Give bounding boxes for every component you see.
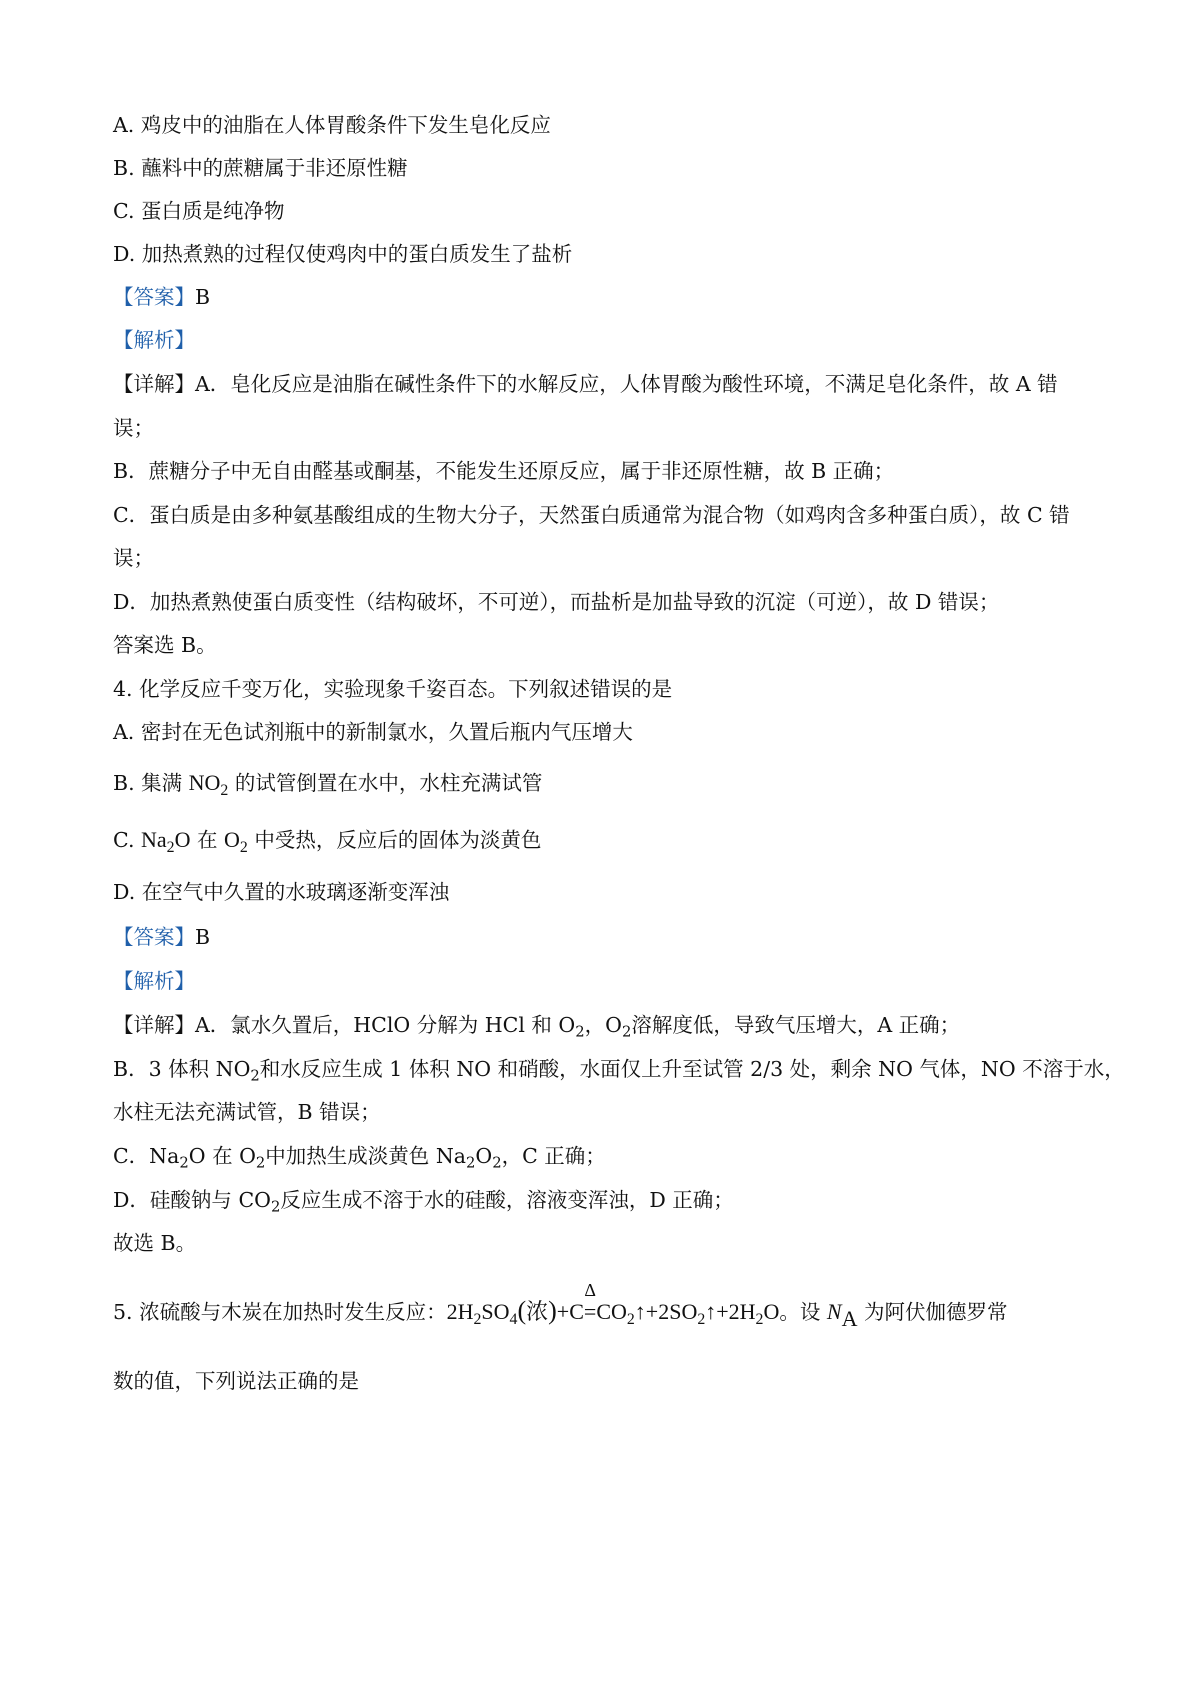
q3-detail-a-line2: 误；	[113, 416, 154, 440]
q4-answer	[113, 922, 210, 952]
q4-analysis-tag: 【解析】	[113, 969, 195, 993]
option-text: C.	[113, 828, 141, 852]
q4-detail-b-line1	[113, 1054, 1125, 1084]
answer-tag: 【答案】	[113, 285, 195, 309]
q3-analysis-tag: 【解析】	[113, 328, 195, 352]
detail-text: A．氯水久置后，HClO 分解为 HCl 和 O	[195, 1013, 576, 1037]
option-text: 在	[190, 828, 225, 852]
option-text: 的试管倒置在水中，水柱充满试管	[228, 771, 543, 795]
q4-option-d: D. 在空气中久置的水玻璃逐渐变浑浊	[113, 880, 450, 904]
detail-text: O 在 O	[188, 1144, 256, 1168]
q3-detail-b: B．蔗糖分子中无自由醛基或酮基，不能发生还原反应，属于非还原性糖，故 B 正确；	[113, 459, 895, 483]
formula	[141, 827, 191, 857]
subscript: 2	[255, 1154, 266, 1172]
subscript: A	[841, 1306, 858, 1332]
detail-text: ，O	[584, 1013, 622, 1037]
formula-text: O	[174, 827, 191, 852]
answer-value: B	[195, 285, 211, 309]
formula	[188, 770, 229, 800]
gas-arrow: ↑	[705, 1299, 717, 1324]
subscript: 2	[270, 1198, 281, 1216]
q3-detail-c-line2: 误；	[113, 546, 154, 570]
q3-option-c: C. 蛋白质是纯净物	[113, 199, 285, 223]
q4-stem: 4. 化学反应千变万化，实验现象千姿百态。下列叙述错误的是	[113, 677, 673, 701]
delta-symbol: Δ	[584, 1280, 596, 1300]
eq-text: +2H	[716, 1299, 756, 1324]
q3-detail-d: D．加热煮熟使蛋白质变性（结构破坏，不可逆），而盐析是加盐导致的沉淀（可逆），故 D 错误；	[113, 590, 1000, 614]
stem-text: 。设	[779, 1300, 827, 1324]
formula-text: NO	[188, 770, 221, 795]
option-text: B. 集满	[113, 771, 189, 795]
formula-text: O	[224, 827, 240, 852]
subscript: 2	[697, 1311, 706, 1329]
detail-text: B．3 体积 NO	[113, 1057, 251, 1081]
q3-detail-c-line1: C．蛋白质是由多种氨基酸组成的生物大分子，天然蛋白质通常为混合物（如鸡肉含多种蛋白质），故 C 错	[113, 503, 1070, 527]
detail-text: ，C 正确；	[501, 1144, 606, 1168]
detail-text: 溶解度低，导致气压增大，A 正确；	[631, 1013, 961, 1037]
eq-text: CO	[596, 1299, 627, 1324]
q4-detail-d	[113, 1185, 734, 1215]
subscript: 2	[621, 1023, 632, 1041]
subscript: 2	[465, 1154, 476, 1172]
paren-close: )	[548, 1296, 557, 1325]
formula-text: Na	[141, 827, 167, 852]
detail-tag: 【详解】	[113, 372, 195, 396]
detail-text: O	[475, 1144, 493, 1168]
eq-text: +2SO	[645, 1299, 698, 1324]
gas-arrow: ↑	[634, 1299, 646, 1324]
detail-text: 反应生成不溶于水的硅酸，溶液变浑浊，D 正确；	[280, 1188, 734, 1212]
eq-text: SO	[481, 1299, 510, 1324]
subscript: 2	[239, 839, 248, 857]
q5-stem-line2: 数的值，下列说法正确的是	[113, 1369, 359, 1393]
avogadro-symbol: N	[826, 1299, 842, 1324]
detail-tag: 【详解】	[113, 1013, 195, 1037]
eq-text: +C	[556, 1299, 584, 1324]
q3-detail-a-line1	[113, 369, 1058, 399]
eq-text: 2H	[446, 1299, 474, 1324]
subscript: 2	[250, 1067, 260, 1085]
reaction-equation	[446, 1280, 780, 1329]
detail-text: 中加热生成淡黄色 Na	[265, 1144, 466, 1168]
subscript: 2	[626, 1311, 635, 1329]
q3-answer	[113, 282, 210, 312]
paren-open: (	[517, 1296, 527, 1325]
answer-tag: 【答案】	[113, 925, 195, 949]
subscript: 2	[166, 839, 175, 857]
detail-text: 和水反应生成 1 体积 NO 和硝酸，水面仅上升至试管 2/3 处，剩余 NO 气体，NO 不溶于水，	[259, 1057, 1125, 1081]
formula	[224, 827, 248, 857]
option-text: 中受热，反应后的固体为淡黄色	[247, 828, 542, 852]
q3-option-d: D. 加热煮熟的过程仅使鸡肉中的蛋白质发生了盐析	[113, 242, 573, 266]
subscript: 2	[473, 1311, 482, 1329]
q4-detail-b-line2: 水柱无法充满试管，B 错误；	[113, 1100, 381, 1124]
stem-text: 5. 浓硫酸与木炭在加热时发生反应：	[113, 1300, 447, 1324]
stem-text: 为阿伏伽德罗常	[857, 1300, 1008, 1324]
q3-option-a: A. 鸡皮中的油脂在人体胃酸条件下发生皂化反应	[113, 113, 551, 137]
answer-value: B	[195, 925, 211, 949]
detail-text: A．皂化反应是油脂在碱性条件下的水解反应，人体胃酸为酸性环境，不满足皂化条件，故 A 错	[195, 372, 1058, 396]
q4-conclusion: 故选 B。	[113, 1231, 197, 1255]
q4-option-c	[113, 825, 541, 855]
subscript: 2	[755, 1311, 764, 1329]
subscript: 2	[492, 1154, 502, 1172]
subscript: 2	[220, 782, 229, 800]
q3-conclusion: 答案选 B。	[113, 633, 217, 657]
detail-text: C．Na	[113, 1144, 180, 1168]
q4-option-a: A. 密封在无色试剂瓶中的新制氯水，久置后瓶内气压增大	[113, 720, 633, 744]
equals-sign: =	[583, 1299, 597, 1324]
subscript: 2	[575, 1023, 585, 1041]
q4-detail-a	[113, 1010, 960, 1040]
eq-text: 浓	[526, 1299, 549, 1324]
q4-option-b	[113, 768, 542, 798]
q3-option-b: B. 蘸料中的蔗糖属于非还原性糖	[113, 156, 408, 180]
eq-text: O	[763, 1299, 780, 1324]
subscript: 2	[179, 1154, 189, 1172]
q4-detail-c	[113, 1141, 606, 1171]
subscript: 4	[509, 1311, 518, 1329]
heat-condition	[583, 1280, 597, 1327]
q5-stem-line1	[113, 1280, 1008, 1332]
detail-text: D．硅酸钠与 CO	[113, 1188, 271, 1212]
